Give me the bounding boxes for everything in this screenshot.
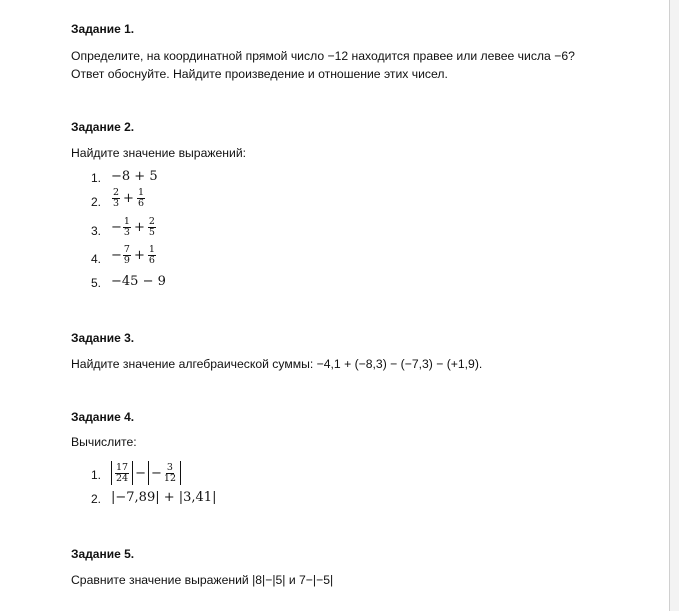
task-2-item-3-number: 3. bbox=[91, 224, 102, 238]
task-4-item-2-expression: |−7,89| + |3,41| bbox=[111, 490, 217, 505]
fraction: $\frac{2}{5}$ bbox=[148, 216, 155, 238]
task-1-title: Задание 1. bbox=[71, 22, 135, 36]
task-2-item-1-expression: −8 + 5 bbox=[111, 169, 158, 184]
task-1-line-2: Ответ обоснуйте. Найдите произведение и отношение этих чисел. bbox=[71, 67, 448, 81]
task-2-item-2-number: 2. bbox=[91, 195, 102, 209]
task-2-title: Задание 2. bbox=[71, 120, 135, 134]
task-2-item-2-expression: $\frac{2}{3}$ + $\frac{1}{6}$ bbox=[113, 187, 144, 209]
task-4-item-2-number: 2. bbox=[91, 492, 102, 506]
task-4-item-1-expression: $\frac{17}{24}$ − − $\frac{3}{12}$ bbox=[111, 461, 181, 485]
absolute-value: − $\frac{3}{12}$ bbox=[148, 461, 181, 485]
fraction: $\frac{1}{6}$ bbox=[137, 187, 144, 209]
fraction: $\frac{7}{9}$ bbox=[123, 244, 130, 266]
task-2-item-4-number: 4. bbox=[91, 252, 102, 266]
task-5-title: Задание 5. bbox=[71, 547, 135, 561]
task-2-prompt: Найдите значение выражений: bbox=[71, 146, 247, 160]
task-2-item-5-number: 5. bbox=[91, 276, 102, 290]
task-4-title: Задание 4. bbox=[71, 410, 135, 424]
fraction: $\frac{3}{12}$ bbox=[163, 461, 176, 484]
task-1-line-1: Определите, на координатной прямой число −12 находится правее или левее числа −6? bbox=[71, 49, 575, 63]
task-4-item-1-number: 1. bbox=[91, 468, 102, 482]
task-3-title: Задание 3. bbox=[71, 331, 135, 345]
fraction: $\frac{1}{6}$ bbox=[148, 244, 155, 266]
fraction: $\frac{17}{24}$ bbox=[116, 461, 129, 484]
fraction: $\frac{2}{3}$ bbox=[113, 187, 120, 209]
fraction: $\frac{1}{3}$ bbox=[123, 216, 130, 238]
task-4-prompt: Вычислите: bbox=[71, 435, 137, 449]
task-2-item-3-expression: − $\frac{1}{3}$ + $\frac{2}{5}$ bbox=[111, 216, 155, 238]
task-5-prompt: Сравните значение выражений |8|−|5| и 7−|−5| bbox=[71, 573, 334, 587]
task-3-prompt: Найдите значение алгебраической суммы: −4,1 + (−8,3) − (−7,3) − (+1,9). bbox=[71, 357, 483, 371]
task-2-item-5-expression: −45 − 9 bbox=[111, 274, 166, 289]
task-2-item-1-number: 1. bbox=[91, 171, 102, 185]
task-2-item-4-expression: − $\frac{7}{9}$ + $\frac{1}{6}$ bbox=[111, 244, 155, 266]
absolute-value bbox=[111, 461, 133, 485]
